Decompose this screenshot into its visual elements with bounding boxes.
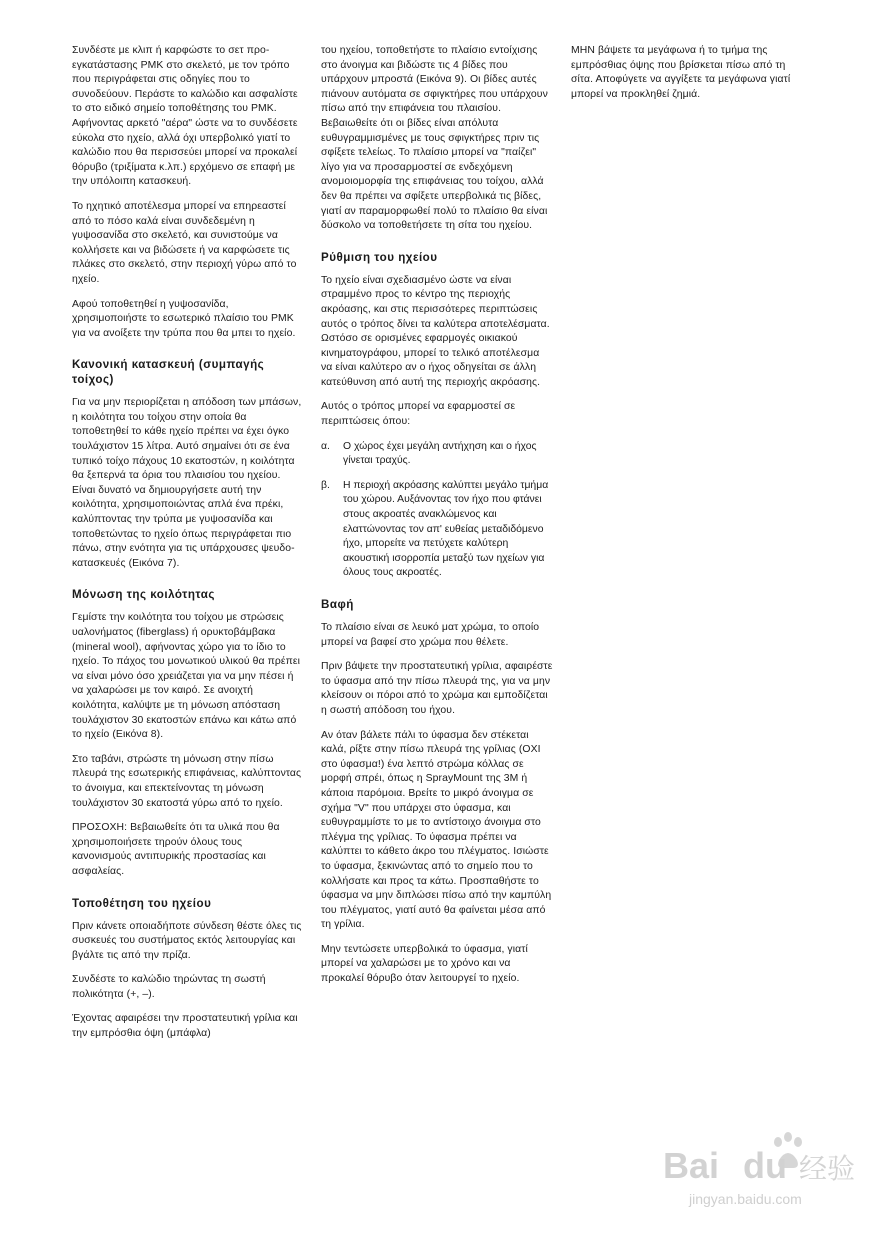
- watermark-cn: 经验: [799, 1152, 856, 1185]
- paragraph: Αφού τοποθετηθεί η γυψοσανίδα, χρησιμοποιήστε το εσωτερικό πλαίσιο του PMK για να ανοίξετε την τρύπα που θα μπει το ηχείο.: [72, 298, 296, 339]
- paragraph: Πριν βάψετε την προστατευτική γρίλια, αφαιρέστε το ύφασμα από την πίσω πλευρά της, για να μην κλείσουν οι πόροι από το χρώμα και εμποδίζεται η σωστή απόδοση του ήχου.: [321, 661, 553, 716]
- column-2: [321, 44, 553, 997]
- section-heading: Κανονική κατασκευή (συμπαγής τοίχος): [72, 358, 265, 387]
- section-heading: Βαφή: [321, 598, 354, 611]
- paragraph: Μην τεντώσετε υπερβολικά το ύφασμα, γιατί μπορεί να χαλαρώσει με το χρόνο και να προκαλεί θόρυβο όταν λειτουργεί το ηχείο.: [321, 943, 528, 985]
- paragraph: Το ηχητικό αποτέλεσμα μπορεί να επηρεαστεί από το πόσο καλά είναι συνδεδεμένη η γυψοσανίδα στο σκελετό, και συνιστούμε να κολλήσετε και να βιδώσετε ή να καρφώσετε τις πλάκες στο σκελετό, στην περιοχή γύρω από το ηχείο.: [72, 200, 297, 285]
- paragraph: ΠΡΟΣΟΧΗ: Βεβαιωθείτε ότι τα υλικά που θα χρησιμοποιήσετε τηρούν όλους τους κανονισμούς αντιπυρικής προστασίας και ασφαλείας.: [72, 822, 280, 877]
- paragraph: Συνδέστε το καλώδιο τηρώντας τη σωστή πολικότητα (+, –).: [72, 974, 266, 1000]
- baidu-watermark: [659, 1122, 859, 1212]
- paragraph: Αν όταν βάλετε πάλι το ύφασμα δεν στέκεται καλά, ρίξτε στην πίσω πλευρά της γρίλιας (ΟΧΙ στο ύφασμα!) ένα λεπτό στρώμα κόλλας σε μορφή σπρέι, όπως η SprayMount της 3M ή κάποια παρόμοια. Βρείτε το μικρό άνοιγμα σε σχήμα "V" που υπάρχει στο ύφασμα, και ευθυγραμμίστε το με το αντίστοιχο άνοιγμα στο πλέγμα της γρίλιας. Το ύφασμα πρέπει να καλύπτει το κάθετο άκρο του πλέγματος. Ισιώστε το ύφασμα, ξεκινώντας από το σημείο που το κολλήσατε και προς τα κάτω. Προσπαθήστε το ύφασμα να μην διπλώσει πίσω από την καμπύλη του πλέγματος, γιατί αυτό θα φαίνεται μέσα από τη γρίλια.: [321, 729, 552, 931]
- list-item: [321, 479, 553, 581]
- watermark-url: jingyan.baidu.com: [689, 1191, 802, 1207]
- column-1: [72, 44, 302, 1052]
- list-marker: α.: [321, 440, 330, 452]
- column-3: [571, 44, 801, 112]
- paragraph: Για να μην περιορίζεται η απόδοση των μπάσων, η κοιλότητα του τοίχου στην οποία θα τοποθετηθεί το κάθε ηχείο πρέπει να έχει όγκο τουλάχιστον 15 λίτρα. Αυτό σημαίνει ότι σε ένα τυπικό τοίχο πάχους 10 εκατοστών, η κοιλότητα θα ξεπερνά τα όρια του πλαισίου του ηχείου. Είναι δυνατό να δημιουργήσετε αυτή την κοιλότητα, χρησιμοποιώντας απλά ένα πρέκι, καλύπτοντας την τρύπα με γυψοσανίδα και τοποθετώντας το ηχείο όπως περιγράφεται πιο πάνω, στην ενότητα για τις υπάρχουσες ψευδο-κατασκευές (Εικόνα 7).: [72, 397, 302, 569]
- watermark-brand-tail: du: [743, 1145, 787, 1186]
- list-marker: β.: [321, 479, 330, 491]
- paragraph: Στο ταβάνι, στρώστε τη μόνωση στην πίσω πλευρά της εσωτερικής επιφάνειας, καλύπτοντας το άνοιγμα, και επεκτείνοντας τη μόνωση τουλάχιστον 30 εκατοστά γύρω από το ηχείο.: [72, 753, 302, 809]
- paragraph: Πριν κάνετε οποιαδήποτε σύνδεση θέστε όλες τις συσκευές του συστήματος εκτός λειτουργίας και βγάλτε τις από την πρίζα.: [72, 920, 302, 961]
- watermark-brand: Bai: [663, 1145, 720, 1186]
- list-text: Η περιοχή ακρόασης καλύπτει μεγάλο τμήμα του χώρου. Αυξάνοντας τον ήχο που φτάνει στους ακροατές ανακλώμενος και ελαττώνοντας τον απ' ευθείας μεταδιδόμενο ήχο, μπορείτε να πετύχετε καλύτερη ακουστική ισορροπία μεταξύ των ηχείων για όλους τους ακροατές.: [343, 479, 549, 579]
- paragraph: Το ηχείο είναι σχεδιασμένο ώστε να είναι στραμμένο προς το κέντρο της περιοχής ακρόασης, και στις περισσότερες περιπτώσεις αυτός ο τρόπος δίνει τα καλύτερα αποτελέσματα. Ωστόσο σε ορισμένες εφαρμογές οικιακού κινηματογράφου, μπορεί το τελικό αποτέλεσμα να είναι καλύτερο αν ο ήχος οδηγείται σε άλλη κατεύθυνση από αυτή της περιοχής ακρόασης.: [321, 274, 550, 388]
- paragraph: Αυτός ο τρόπος μπορεί να εφαρμοστεί σε περιπτώσεις όπου:: [321, 401, 516, 428]
- paragraph: Το πλαίσιο είναι σε λευκό ματ χρώμα, το οποίο μπορεί να βαφεί στο χρώμα που θέλετε.: [321, 622, 540, 648]
- paragraph: Γεμίστε την κοιλότητα του τοίχου με στρώσεις υαλονήματος (fiberglass) ή ορυκτοβάμβακα (mineral wool), αφήνοντας χώρο για το ίδιο το ηχείο. Το πάχος του μονωτικού υλικού θα πρέπει να είναι μόνο όσο χρειάζεται για να μην πέσει ή να χαλαρώσει με τον καιρό. Σε ανοιχτή κοιλότητα, καλύψτε με τη μόνωση απόσταση τουλάχιστον 30 εκατοστών επάνω και κάτω από το ηχείο (Εικόνα 8).: [72, 612, 301, 741]
- paragraph: ΜΗΝ βάψετε τα μεγάφωνα ή το τμήμα της εμπρόσθιας όψης που βρίσκεται πίσω από τη σίτα. Αποφύγετε να αγγίξετε τα μεγάφωνα γιατί μπορεί να προκληθεί ζημιά.: [571, 45, 791, 100]
- baidu-logo-icon: [659, 1122, 859, 1212]
- section-heading: Ρύθμιση του ηχείου: [321, 250, 438, 264]
- paragraph: Συνδέστε με κλιπ ή καρφώστε το σετ προ-εγκατάστασης PMK στο σκελετό, με τον τρόπο που περιγράφεται στις οδηγίες που το συνοδεύουν. Περάστε το καλώδιο και ασφαλίστε το στο ειδικό σημείο τοποθέτησης του PMK. Αφήνοντας αρκετό "αέρα" ώστε να το συνδέσετε εύκολα στο ηχείο, αλλά όχι υπερβολικό γιατί το καλώδιο που θα περισσεύει μπορεί να προκαλεί θόρυβο (τριξίματα κ.λπ.) ερχόμενο σε επαφή με την υπόλοιπη κατασκευή.: [72, 45, 298, 188]
- paragraph: του ηχείου, τοποθετήστε το πλαίσιο εντοίχισης στο άνοιγμα και βιδώστε τις 4 βίδες που υπάρχουν μπροστά (Εικόνα 9). Οι βίδες αυτές πιάνουν αυτόματα σε σφιγκτήρες που υπάρχουν πίσω από την επιφάνεια του πλαισίου. Βεβαιωθείτε ότι οι βίδες είναι απόλυτα ευθυγραμμισμένες με τους σφιγκτήρες πριν τις σφίξετε τελείως. Το πλαίσιο μπορεί να "παίζει" λίγο για να προσαρμοστεί σε ενδεχόμενη ανομοιομορφία της επιφάνειας του τοίχου, αλλά δεν θα πρέπει να σφίξετε υπερβολικά τις βίδες, γιατί αν παραμορφωθεί πολύ το πλαίσιο θα είναι δύσκολο να τοποθετήσετε τη σίτα του ηχείου.: [321, 45, 548, 232]
- section-heading: Τοποθέτηση του ηχείου: [72, 896, 212, 910]
- section-heading: Μόνωση της κοιλότητας: [72, 588, 215, 602]
- paragraph: Έχοντας αφαιρέσει την προστατευτική γρίλια και την εμπρόσθια όψη (μπάφλα): [72, 1013, 298, 1040]
- list-item: [321, 440, 553, 469]
- list-text: Ο χώρος έχει μεγάλη αντήχηση και ο ήχος γίνεται τραχύς.: [343, 440, 537, 467]
